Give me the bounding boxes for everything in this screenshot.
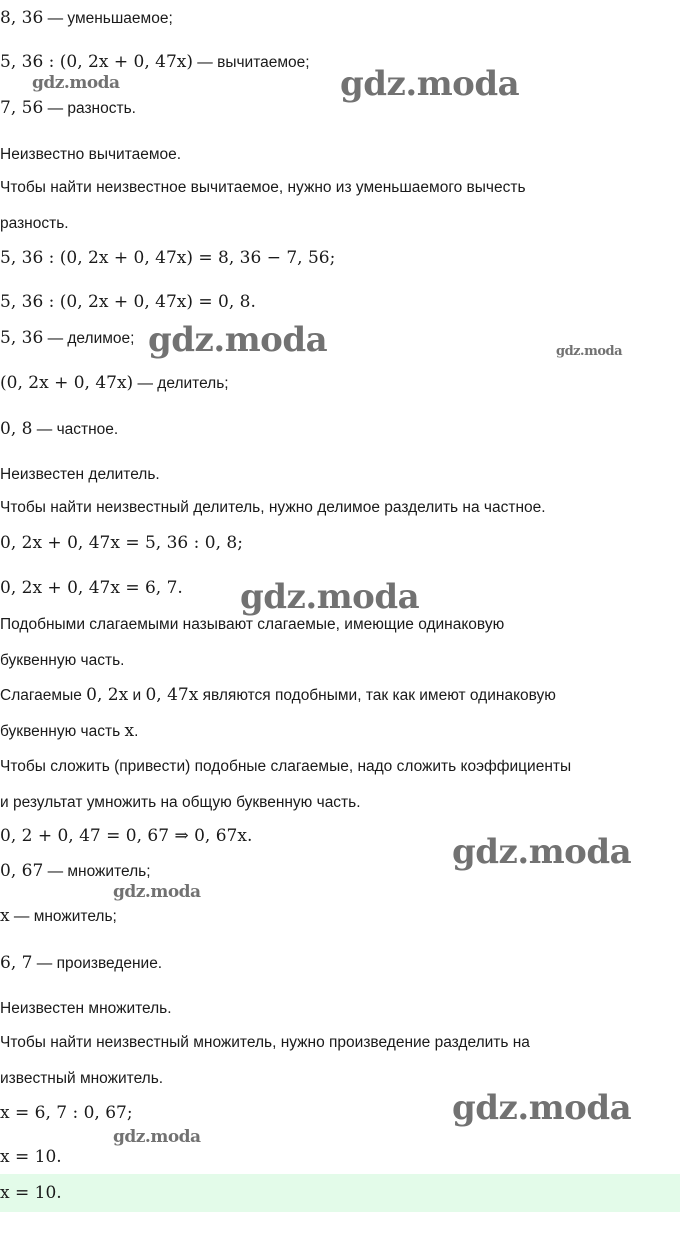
- watermark: gdz.moda: [340, 64, 520, 104]
- watermark: gdz.moda: [32, 73, 120, 93]
- divisor-line: (0, 2x + 0, 47x) — делитель;: [0, 373, 229, 393]
- rule-factor-text-2: известный множитель.: [0, 1070, 164, 1087]
- unknown-factor-text: Неизвестен множитель.: [0, 1000, 172, 1017]
- like-terms-text-2: буквенную часть.: [0, 652, 125, 669]
- equation-line-6: x = 6, 7 : 0, 67;: [0, 1103, 133, 1123]
- rule-divisor-text: Чтобы найти неизвестный делитель, нужно делимое разделить на частное.: [0, 499, 546, 516]
- equation-line-7: x = 10.: [0, 1147, 62, 1167]
- equation-line-3: 0, 2x + 0, 47x = 5, 36 : 0, 8;: [0, 533, 243, 553]
- factor-line-1: 0, 67 — множитель;: [0, 861, 151, 881]
- equation-line-4: 0, 2x + 0, 47x = 6, 7.: [0, 578, 183, 598]
- answer-box: [0, 1174, 680, 1212]
- rule-subtrahend-text-1: Чтобы найти неизвестное вычитаемое, нужно из уменьшаемого вычесть: [0, 179, 526, 196]
- rule-like-terms-text-1: Чтобы сложить (привести) подобные слагаемые, надо сложить коэффициенты: [0, 758, 572, 775]
- rule-subtrahend-text-2: разность.: [0, 215, 69, 232]
- unknown-subtrahend-text: Неизвестно вычитаемое.: [0, 146, 182, 163]
- watermark: gdz.moda: [452, 832, 632, 872]
- quotient-line: 0, 8 — частное.: [0, 419, 119, 439]
- like-terms-text-4: буквенную часть x.: [0, 721, 139, 741]
- product-line: 6, 7 — произведение.: [0, 953, 163, 973]
- difference-line: 7, 56 — разность.: [0, 98, 136, 118]
- watermark: gdz.moda: [452, 1088, 632, 1128]
- equation-line-2: 5, 36 : (0, 2x + 0, 47x) = 0, 8.: [0, 292, 256, 312]
- minuend-line: 8, 36 — уменьшаемое;: [0, 8, 173, 28]
- watermark: gdz.moda: [556, 344, 623, 359]
- unknown-divisor-text: Неизвестен делитель.: [0, 466, 160, 483]
- watermark: gdz.moda: [148, 320, 328, 360]
- equation-line-1: 5, 36 : (0, 2x + 0, 47x) = 8, 36 − 7, 56;: [0, 248, 336, 268]
- like-terms-text-1: Подобными слагаемыми называют слагаемые, имеющие одинаковую: [0, 616, 505, 633]
- subtrahend-line: 5, 36 : (0, 2x + 0, 47x) — вычитаемое;: [0, 52, 310, 72]
- factor-line-2: x — множитель;: [0, 906, 117, 926]
- answer-line: x = 10.: [0, 1183, 62, 1203]
- like-terms-text-3: Слагаемые 0, 2x и 0, 47x являются подобными, так как имеют одинаковую: [0, 685, 556, 705]
- watermark: gdz.moda: [113, 882, 201, 902]
- dividend-line: 5, 36 — делимое;: [0, 328, 135, 348]
- watermark: gdz.moda: [240, 577, 420, 617]
- rule-factor-text-1: Чтобы найти неизвестный множитель, нужно произведение разделить на: [0, 1034, 530, 1051]
- rule-like-terms-text-2: и результат умножить на общую буквенную часть.: [0, 794, 361, 811]
- watermark: gdz.moda: [113, 1127, 201, 1147]
- equation-line-5: 0, 2 + 0, 47 = 0, 67 ⇒ 0, 67x.: [0, 826, 253, 846]
